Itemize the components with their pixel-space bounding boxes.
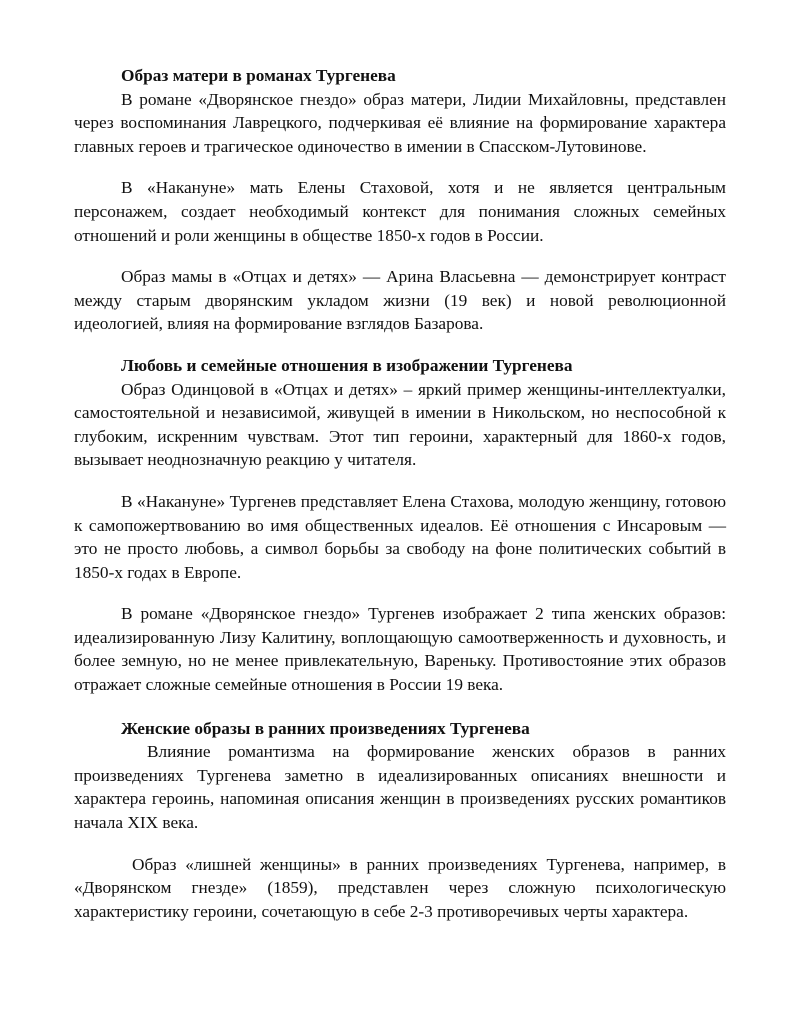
paragraph: В романе «Дворянское гнездо» Тургенев изображает 2 типа женских образов: идеализированную Лизу Калитину, воплощающую самоотверженность и духовность, и более земную, но не менее привлекательную, Вареньку. Противостояние этих образов отражает сложные семейные отношения в России 19 века.: [74, 604, 726, 695]
paragraph-spacer: [74, 835, 726, 853]
paragraph: В «Накануне» Тургенев представляет Елена Стахова, молодую женщину, готовою к самопожертвованию во имя общественных идеалов. Её отношения с Инсаровым — это не просто любовь, а символ борьбы за свободу на фоне политических событий в 1850-х годах в Европе.: [74, 491, 726, 582]
section-heading: Образ матери в романах Тургенева: [121, 66, 396, 85]
paragraph: В романе «Дворянское гнездо» образ матери, Лидии Михайловны, представлен через воспоминания Лаврецкого, подчеркивая её влияние на формирование характера главных героев и трагическое одиночество в имении в Спасском-Лутовинове.: [74, 89, 726, 156]
paragraph: Влияние романтизма на формирование женских образов в ранних произведениях Тургенева заметно в идеализированных описаниях внешности и характера героинь, напоминая описания женщин в произведениях русских романтиков начала XIX века.: [74, 742, 726, 833]
paragraph: Образ «лишней женщины» в ранних произведениях Тургенева, например, в «Дворянском гнезде» (1859), представлен через сложную психологическую характеристику героини, сочетающую в себе 2-3 противоречивых черты характера.: [74, 854, 726, 921]
paragraph-spacer: [74, 584, 726, 602]
paragraph-spacer: [74, 472, 726, 490]
section-heading: Любовь и семейные отношения в изображении Тургенева: [121, 355, 573, 375]
document-page: [74, 64, 726, 923]
paragraph-spacer: [74, 158, 726, 176]
paragraph-spacer: [74, 697, 726, 717]
paragraph-spacer: [74, 336, 726, 354]
section-heading: Женские образы в ранних произведениях Тургенева: [121, 718, 530, 738]
paragraph: Образ Одинцовой в «Отцах и детях» – яркий пример женщины-интеллектуалки, самостоятельной и независимой, живущей в имении в Никольском, но неспособной к глубоким, искренним чувствам. Этот тип героини, характерный для 1860-х годов, вызывает неоднозначную реакцию у читателя.: [74, 379, 726, 470]
paragraph-spacer: [74, 247, 726, 265]
paragraph: В «Накануне» мать Елены Стаховой, хотя и не является центральным персонажем, создает необходимый контекст для понимания сложных семейных отношений и роли женщины в обществе 1850-х годов в России.: [74, 178, 726, 245]
paragraph: Образ мамы в «Отцах и детях» — Арина Власьевна — демонстрирует контраст между старым дворянским укладом жизни (19 век) и новой революционной идеологией, влияя на формирование взглядов Базарова.: [74, 267, 726, 334]
